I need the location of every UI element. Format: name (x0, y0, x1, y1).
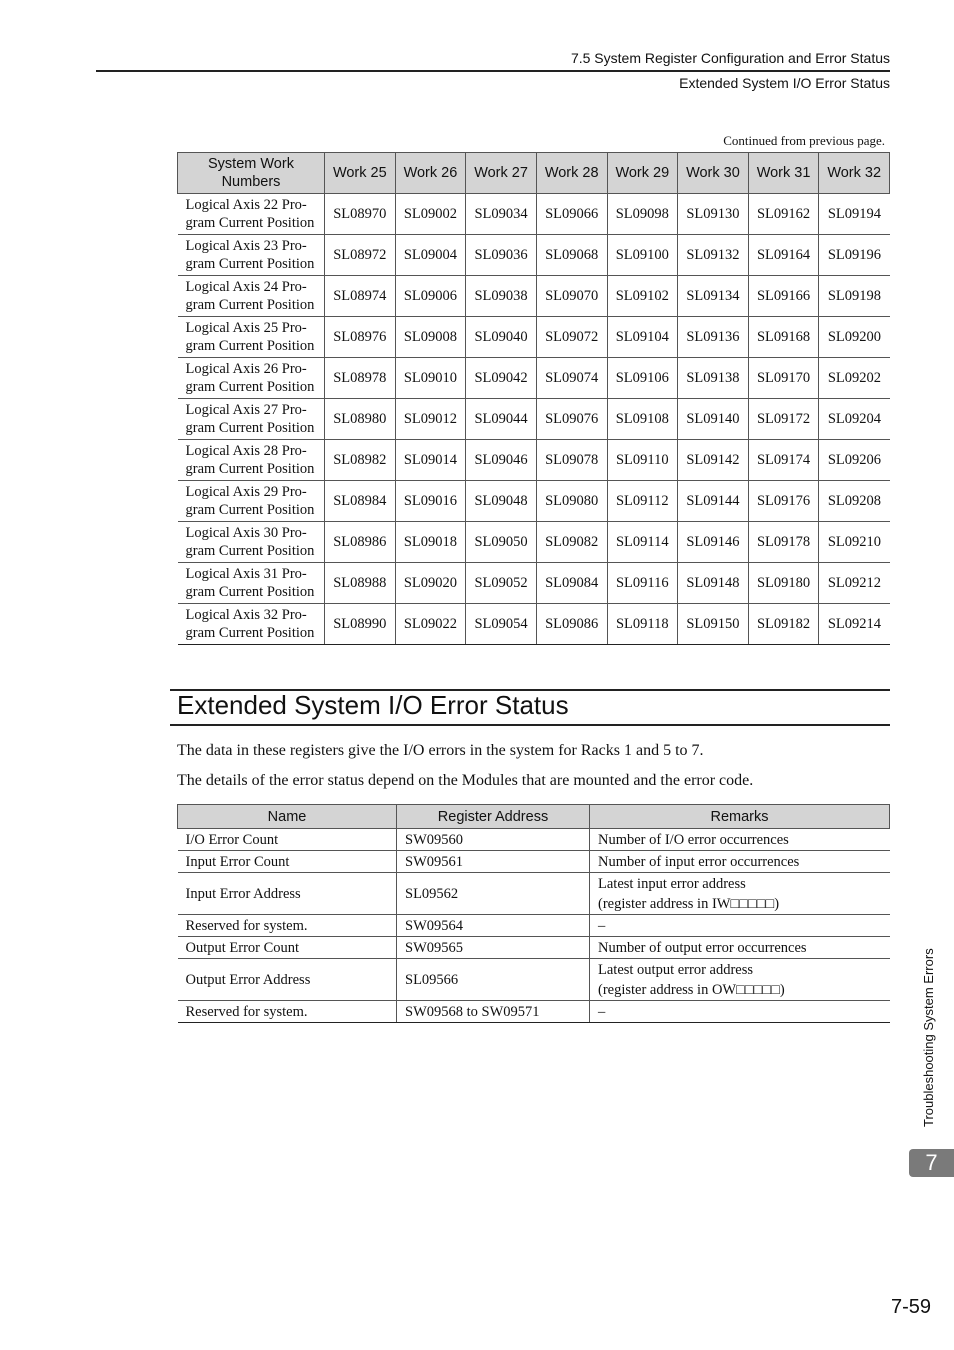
register-cell: SL08970 (325, 194, 396, 235)
register-cell: SL08978 (325, 358, 396, 399)
register-cell: SL09210 (819, 522, 890, 563)
register-cell: SL09076 (536, 399, 607, 440)
register-cell: SL09202 (819, 358, 890, 399)
address-cell: SL09566 (397, 959, 590, 1001)
register-cell: SL09168 (748, 317, 819, 358)
row-label (178, 235, 325, 276)
register-cell: SL09118 (607, 604, 678, 645)
remarks-line: (register address in OW□□□□□) (598, 981, 785, 998)
chapter-tab: 7 (909, 1149, 954, 1177)
remarks-line: Number of output error occurrences (598, 939, 807, 956)
row-label-line: gram Current Position (185, 543, 315, 559)
register-cell: SL09212 (819, 563, 890, 604)
register-cell: SL09198 (819, 276, 890, 317)
header-cell: Work 28 (536, 153, 607, 194)
register-cell: SL09130 (678, 194, 749, 235)
register-cell: SL09172 (748, 399, 819, 440)
table-row (178, 399, 890, 440)
section-title: Extended System I/O Error Status (177, 690, 569, 720)
name-cell: Output Error Count (178, 937, 397, 959)
register-cell: SL09084 (536, 563, 607, 604)
work-number-table (177, 152, 890, 645)
row-label-line: gram Current Position (185, 625, 315, 641)
row-label-line: gram Current Position (185, 256, 315, 272)
row-label (178, 399, 325, 440)
row-label-line: gram Current Position (185, 338, 315, 354)
page-number: 7-59 (890, 1296, 931, 1318)
register-cell: SL09204 (819, 399, 890, 440)
register-cell: SL09008 (395, 317, 466, 358)
row-label-line: Logical Axis 28 Pro- (185, 443, 307, 459)
row-label (178, 358, 325, 399)
register-cell: SL09072 (536, 317, 607, 358)
register-cell: SL09068 (536, 235, 607, 276)
header-rule (96, 70, 890, 72)
body-paragraph: The data in these registers give the I/O errors in the system for Racks 1 and 5 to 7. (177, 742, 704, 759)
row-label-line: Logical Axis 22 Pro- (185, 197, 307, 213)
row-label-line: Logical Axis 29 Pro- (185, 484, 307, 500)
row-label-line: Logical Axis 31 Pro- (185, 566, 307, 582)
remarks-cell (590, 915, 890, 937)
row-label-line: gram Current Position (185, 461, 315, 477)
header-cell: Work 26 (395, 153, 466, 194)
running-header-section: 7.5 System Register Configuration and Error Status (570, 50, 890, 66)
row-label-line: gram Current Position (185, 297, 315, 313)
register-cell: SL09164 (748, 235, 819, 276)
register-cell: SL09080 (536, 481, 607, 522)
row-label-line: gram Current Position (185, 215, 315, 231)
header-cell: Work 32 (819, 153, 890, 194)
name-cell: I/O Error Count (178, 829, 397, 851)
table-row (178, 959, 890, 1001)
section-rule-bottom (170, 724, 890, 726)
error-table-header-row (178, 805, 890, 829)
register-cell: SL09208 (819, 481, 890, 522)
name-cell: Input Error Address (178, 873, 397, 915)
register-cell: SL09140 (678, 399, 749, 440)
header-cell: Remarks (590, 805, 890, 829)
table-row (178, 937, 890, 959)
register-cell: SL09036 (466, 235, 537, 276)
register-cell: SL09136 (678, 317, 749, 358)
table-row (178, 563, 890, 604)
register-cell: SL09112 (607, 481, 678, 522)
row-label-line: Logical Axis 24 Pro- (185, 279, 307, 295)
register-cell: SL08980 (325, 399, 396, 440)
register-cell: SL09014 (395, 440, 466, 481)
table-row (178, 1001, 890, 1023)
header-cell: Work 25 (325, 153, 396, 194)
continued-note: Continued from previous page. (723, 133, 885, 148)
register-cell: SL08974 (325, 276, 396, 317)
register-cell: SL09214 (819, 604, 890, 645)
table-row (178, 317, 890, 358)
register-cell: SL09074 (536, 358, 607, 399)
register-cell: SL09146 (678, 522, 749, 563)
address-cell: SW09565 (397, 937, 590, 959)
table-row (178, 481, 890, 522)
name-cell: Input Error Count (178, 851, 397, 873)
row-label (178, 194, 325, 235)
name-cell: Reserved for system. (178, 915, 397, 937)
row-label-line: Logical Axis 32 Pro- (185, 607, 307, 623)
row-label (178, 522, 325, 563)
row-label (178, 317, 325, 358)
address-cell: SL09562 (397, 873, 590, 915)
header-cell: Register Address (397, 805, 590, 829)
table-row (178, 235, 890, 276)
row-label-line: Logical Axis 23 Pro- (185, 238, 307, 254)
remarks-line: Number of I/O error occurrences (598, 831, 789, 848)
name-cell: Output Error Address (178, 959, 397, 1001)
register-cell: SL09006 (395, 276, 466, 317)
register-cell: SL08984 (325, 481, 396, 522)
register-cell: SL09104 (607, 317, 678, 358)
remarks-cell (590, 1001, 890, 1023)
register-cell: SL09200 (819, 317, 890, 358)
register-cell: SL09170 (748, 358, 819, 399)
header-cell: Work 30 (678, 153, 749, 194)
register-cell: SL08972 (325, 235, 396, 276)
address-cell: SW09568 to SW09571 (397, 1001, 590, 1023)
register-cell: SL09134 (678, 276, 749, 317)
row-label-line: gram Current Position (185, 379, 315, 395)
register-cell: SL09034 (466, 194, 537, 235)
address-cell: SW09561 (397, 851, 590, 873)
row-label (178, 481, 325, 522)
register-cell: SL09150 (678, 604, 749, 645)
register-cell: SL09114 (607, 522, 678, 563)
register-cell: SL09174 (748, 440, 819, 481)
register-cell: SL09078 (536, 440, 607, 481)
register-cell: SL09196 (819, 235, 890, 276)
register-cell: SL09178 (748, 522, 819, 563)
row-label (178, 604, 325, 645)
register-cell: SL09180 (748, 563, 819, 604)
name-cell: Reserved for system. (178, 1001, 397, 1023)
header-cell: Work 29 (607, 153, 678, 194)
remarks-cell (590, 851, 890, 873)
register-cell: SL09138 (678, 358, 749, 399)
running-header-subsection: Extended System I/O Error Status (679, 75, 890, 91)
row-label (178, 440, 325, 481)
register-cell: SL09018 (395, 522, 466, 563)
register-cell: SL09166 (748, 276, 819, 317)
register-cell: SL09052 (466, 563, 537, 604)
register-cell: SL09148 (678, 563, 749, 604)
row-label-line: Logical Axis 30 Pro- (185, 525, 307, 541)
row-label-line: Logical Axis 26 Pro- (185, 361, 307, 377)
register-cell: SL09116 (607, 563, 678, 604)
row-label (178, 276, 325, 317)
register-cell: SL08986 (325, 522, 396, 563)
table-row (178, 522, 890, 563)
register-cell: SL09020 (395, 563, 466, 604)
body-paragraph: The details of the error status depend on the Modules that are mounted and the error code. (177, 772, 754, 789)
register-cell: SL09100 (607, 235, 678, 276)
header-cell: Work 27 (466, 153, 537, 194)
address-cell: SW09564 (397, 915, 590, 937)
register-cell: SL09176 (748, 481, 819, 522)
register-cell: SL09038 (466, 276, 537, 317)
table-row (178, 276, 890, 317)
row-label-line: Logical Axis 27 Pro- (185, 402, 307, 418)
table-row (178, 873, 890, 915)
remarks-line: – (598, 1003, 606, 1020)
remarks-line: Number of input error occurrences (598, 853, 800, 870)
register-cell: SL09070 (536, 276, 607, 317)
table-row (178, 851, 890, 873)
address-cell: SW09560 (397, 829, 590, 851)
row-label-line: Logical Axis 25 Pro- (185, 320, 307, 336)
register-cell: SL09108 (607, 399, 678, 440)
row-label-line: gram Current Position (185, 420, 315, 436)
register-cell: SL09022 (395, 604, 466, 645)
register-cell: SL09066 (536, 194, 607, 235)
register-cell: SL09010 (395, 358, 466, 399)
table-row (178, 358, 890, 399)
header-cell: Work 31 (748, 153, 819, 194)
register-cell: SL09182 (748, 604, 819, 645)
header-cell: Name (178, 805, 397, 829)
remarks-line: Latest input error address (598, 875, 746, 892)
register-cell: SL09206 (819, 440, 890, 481)
row-label-line: gram Current Position (185, 502, 315, 518)
remarks-line: – (598, 917, 606, 934)
register-cell: SL08990 (325, 604, 396, 645)
register-cell: SL09144 (678, 481, 749, 522)
register-cell: SL09012 (395, 399, 466, 440)
remarks-line: Latest output error address (598, 961, 754, 978)
register-cell: SL09044 (466, 399, 537, 440)
register-cell: SL08982 (325, 440, 396, 481)
register-cell: SL09098 (607, 194, 678, 235)
register-cell: SL09086 (536, 604, 607, 645)
table-row (178, 915, 890, 937)
work-table-header-row (178, 153, 890, 194)
register-cell: SL08988 (325, 563, 396, 604)
register-cell: SL09040 (466, 317, 537, 358)
register-cell: SL09106 (607, 358, 678, 399)
register-cell: SL09002 (395, 194, 466, 235)
table-row (178, 829, 890, 851)
row-label-line: gram Current Position (185, 584, 315, 600)
register-cell: SL09132 (678, 235, 749, 276)
register-cell: SL09050 (466, 522, 537, 563)
remarks-cell (590, 959, 890, 1001)
remarks-cell (590, 937, 890, 959)
error-status-table (177, 804, 890, 1023)
register-cell: SL09046 (466, 440, 537, 481)
register-cell: SL09142 (678, 440, 749, 481)
register-cell: SL08976 (325, 317, 396, 358)
chapter-side-label: Troubleshooting System Errors (921, 948, 936, 1127)
table-row (178, 440, 890, 481)
register-cell: SL09016 (395, 481, 466, 522)
row-label (178, 563, 325, 604)
register-cell: SL09082 (536, 522, 607, 563)
remarks-line: (register address in IW□□□□□) (598, 895, 780, 912)
register-cell: SL09004 (395, 235, 466, 276)
register-cell: SL09048 (466, 481, 537, 522)
register-cell: SL09162 (748, 194, 819, 235)
remarks-cell (590, 829, 890, 851)
register-cell: SL09042 (466, 358, 537, 399)
register-cell: SL09102 (607, 276, 678, 317)
table-row (178, 194, 890, 235)
register-cell: SL09054 (466, 604, 537, 645)
header-cell: System Work Numbers (178, 153, 325, 194)
remarks-cell (590, 873, 890, 915)
register-cell: SL09194 (819, 194, 890, 235)
register-cell: SL09110 (607, 440, 678, 481)
table-row (178, 604, 890, 645)
